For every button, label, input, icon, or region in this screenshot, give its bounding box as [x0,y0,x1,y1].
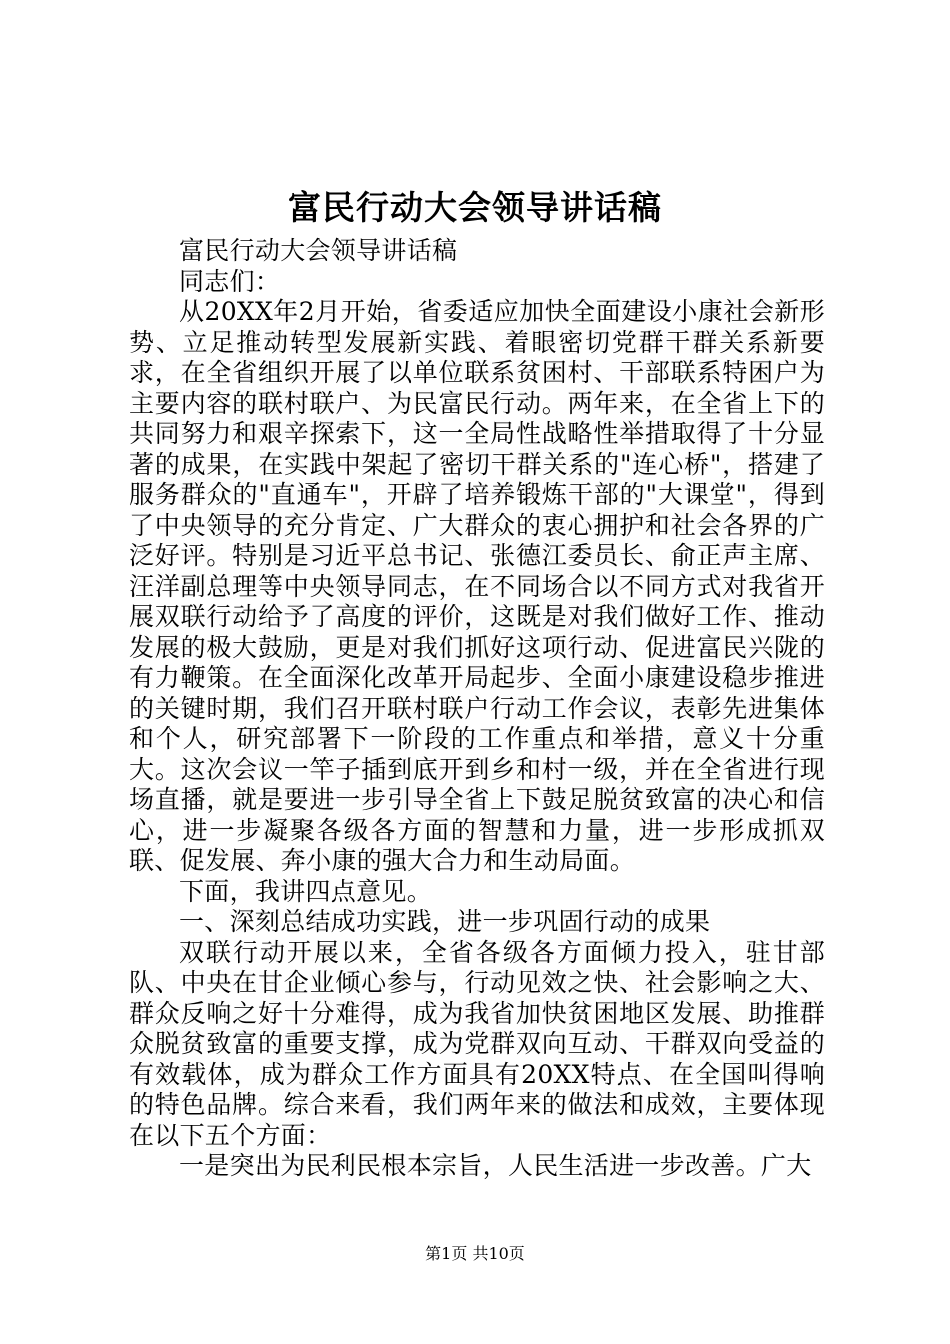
paragraph-point-1: 一是突出为民利民根本宗旨，人民生活进一步改善。广大 [179,1151,812,1180]
section-heading-1: 一、深刻总结成功实践，进一步巩固行动的成果 [179,907,711,936]
document-title: 富民行动大会领导讲话稿 [288,188,662,227]
paragraph-section-1: 双联行动开展以来，全省各级各方面倾力投入，驻甘部队、中央在甘企业倾心参与，行动见效之快、社会影响之大、群众反响之好十分难得，成为我省加快贫困地区发展、助推群众脱贫致富的重要支撑，成为党群双向互动、干群双向受益的有效载体，成为群众工作方面具有20XX特点、在全国叫得响的特色品牌。综合来看，我们两年来的做法和成效，主要体现在以下五个方面： [129,937,825,1150]
paragraph-intro: 从20XX年2月开始，省委适应加快全面建设小康社会新形势、立足推动转型发展新实践、着眼密切党群干群关系新要求，在全省组织开展了以单位联系贫困村、干部联系特困户为主要内容的联村联户、为民富民行动。两年来，在全省上下的共同努力和艰辛探索下，这一全局性战略性举措取得了十分显著的成果，在实践中架起了密切干群关系的"连心桥"，搭建了服务群众的"直通车"，开辟了培养锻炼干部的"大课堂"，得到了中央领导的充分肯定、广大群众的衷心拥护和社会各界的广泛好评。特别是习近平总书记、张德江委员长、俞正声主席、汪洋副总理等中央领导同志，在不同场合以不同方式对我省开展双联行动给予了高度的评价，这既是对我们做好工作、推动发展的极大鼓励，更是对我们抓好这项行动、促进富民兴陇的有力鞭策。在全面深化改革开局起步、全面小康建设稳步推进的关键时期，我们召开联村联户行动工作会议，表彰先进集体和个人，研究部署下一阶段的工作重点和举措，意义十分重大。这次会议一竿子插到底开到乡和村一级，并在全省进行现场直播，就是要进一步引导全省上下鼓足脱贫致富的决心和信心，进一步凝聚各级各方面的智慧和力量，进一步形成抓双联、促发展、奔小康的强大合力和生动局面。 [129,297,825,875]
paragraph-transition: 下面，我讲四点意见。 [179,876,433,906]
paragraph-salutation: 同志们： [179,266,281,296]
document-body [129,236,825,1182]
page-footer: 第1页 共10页 [425,1244,525,1263]
paragraph-subtitle: 富民行动大会领导讲话稿 [179,236,458,265]
